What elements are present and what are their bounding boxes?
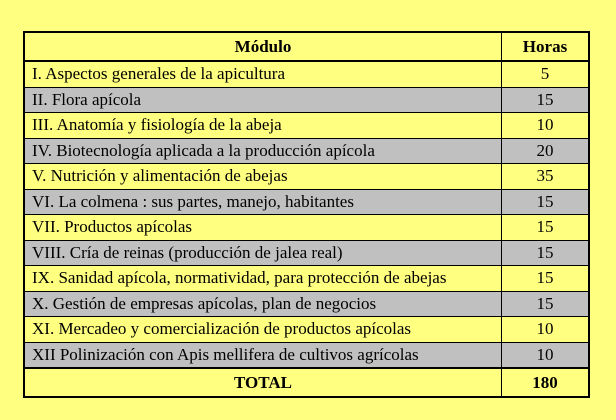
- module-cell: II. Flora apícola: [24, 87, 502, 113]
- total-label: TOTAL: [24, 368, 502, 397]
- total-hours: 180: [502, 368, 590, 397]
- table-row: [24, 317, 589, 343]
- table-row: [24, 113, 589, 139]
- table-row: [24, 189, 589, 215]
- table-row: [24, 266, 589, 292]
- hours-cell: 20: [502, 138, 590, 164]
- module-cell: VIII. Cría de reinas (producción de jalea real): [24, 240, 502, 266]
- modules-table-container: [23, 31, 590, 398]
- hours-cell: 10: [502, 317, 590, 343]
- total-row: [24, 368, 589, 397]
- table-row: [24, 291, 589, 317]
- module-cell: X. Gestión de empresas apícolas, plan de negocios: [24, 291, 502, 317]
- module-cell: XII Polinización con Apis mellifera de cultivos agrícolas: [24, 342, 502, 368]
- hours-cell: 15: [502, 266, 590, 292]
- hours-cell: 15: [502, 189, 590, 215]
- table-row: [24, 87, 589, 113]
- module-cell: IX. Sanidad apícola, normatividad, para protección de abejas: [24, 266, 502, 292]
- hours-cell: 15: [502, 215, 590, 241]
- module-cell: IV. Biotecnología aplicada a la producción apícola: [24, 138, 502, 164]
- table-row: [24, 138, 589, 164]
- table-row: [24, 164, 589, 190]
- hours-cell: 15: [502, 87, 590, 113]
- header-hours: Horas: [502, 32, 590, 61]
- modules-table: [23, 31, 590, 398]
- hours-cell: 10: [502, 113, 590, 139]
- header-module: Módulo: [24, 32, 502, 61]
- hours-cell: 35: [502, 164, 590, 190]
- table-row: [24, 215, 589, 241]
- module-cell: VI. La colmena : sus partes, manejo, habitantes: [24, 189, 502, 215]
- module-cell: VII. Productos apícolas: [24, 215, 502, 241]
- table-header-row: [24, 32, 589, 61]
- module-cell: I. Aspectos generales de la apicultura: [24, 61, 502, 87]
- hours-cell: 15: [502, 291, 590, 317]
- module-cell: V. Nutrición y alimentación de abejas: [24, 164, 502, 190]
- module-cell: XI. Mercadeo y comercialización de productos apícolas: [24, 317, 502, 343]
- table-row: [24, 342, 589, 368]
- table-row: [24, 240, 589, 266]
- hours-cell: 15: [502, 240, 590, 266]
- table-row: [24, 61, 589, 87]
- hours-cell: 5: [502, 61, 590, 87]
- module-cell: III. Anatomía y fisiología de la abeja: [24, 113, 502, 139]
- hours-cell: 10: [502, 342, 590, 368]
